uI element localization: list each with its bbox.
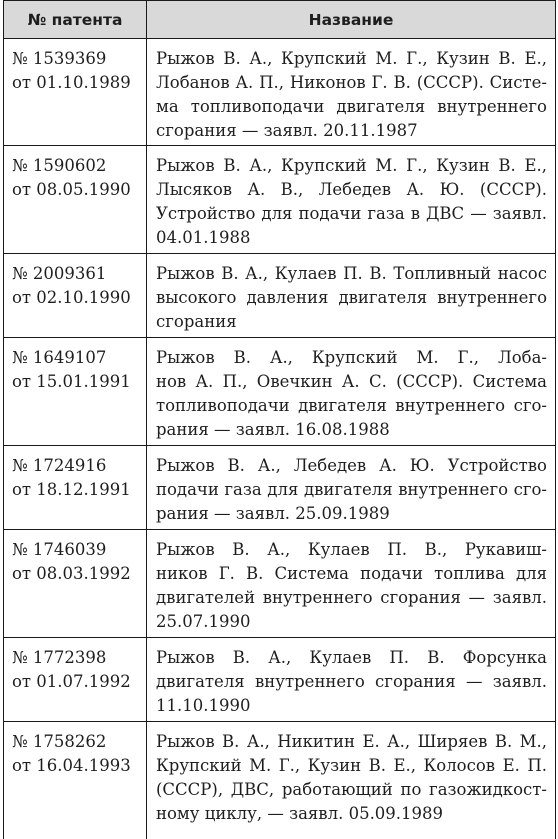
table-row <box>4 530 556 638</box>
patent-title-cell <box>147 254 556 338</box>
patent-title-line: сгорания — заявл. 20.11.1987 <box>156 121 418 140</box>
patent-number: № 1590602 <box>12 156 107 175</box>
patent-title-line: двигателей внутреннего сгорания — заявл. <box>156 588 547 607</box>
patent-date: от 18.12.1991 <box>12 480 131 499</box>
patent-number: № 1649107 <box>12 348 107 367</box>
patent-number: № 1758262 <box>12 732 107 751</box>
patent-title-line: 04.01.1988 <box>156 228 251 247</box>
patent-title-line: Лысяков А. В., Лебедев А. Ю. (СССР). <box>156 180 547 199</box>
patent-title-line: (СССР), ДВС, работающий по газожидкост- <box>156 780 547 799</box>
patents-table <box>3 0 556 839</box>
patent-title-line: рания — заявл. 25.09.1989 <box>156 504 390 523</box>
patent-date: от 08.05.1990 <box>12 180 131 199</box>
patent-title-cell <box>147 338 556 446</box>
patent-title-line: Лобанов А. П., Никонов Г. В. (СССР). Систе- <box>156 73 547 92</box>
table-row <box>4 446 556 530</box>
patent-title-line: ников Г. В. Система подачи топлива для <box>156 564 547 583</box>
patent-title-line: подачи газа для двигателя внутреннего сго- <box>156 480 547 499</box>
patent-date: от 01.10.1989 <box>12 73 131 92</box>
patent-title-line: Рыжов В. А., Крупский М. Г., Лоба- <box>156 348 547 367</box>
patent-title-line: 11.10.1990 <box>156 696 251 715</box>
patent-number: № 1724916 <box>12 456 107 475</box>
patent-number: № 1746039 <box>12 540 107 559</box>
patent-date: от 16.04.1993 <box>12 756 131 775</box>
table-body <box>4 39 556 839</box>
patent-number-cell <box>4 446 147 530</box>
patent-title-line: 25.07.1990 <box>156 612 251 631</box>
patent-number-cell <box>4 530 147 638</box>
patent-title-cell <box>147 39 556 146</box>
table-row <box>4 722 556 839</box>
patent-title-line: Рыжов В. А., Кулаев П. В., Рукавиш- <box>156 540 547 559</box>
patent-date: от 15.01.1991 <box>12 372 131 391</box>
patent-title-line: высокого давления двигателя внутреннего <box>156 288 547 307</box>
patent-date: от 02.10.1990 <box>12 288 131 307</box>
patent-title-cell <box>147 446 556 530</box>
patent-title-line: Рыжов В. А., Крупский М. Г., Кузин В. Е., <box>156 156 547 175</box>
patent-title-line: ма топливоподачи двигателя внутреннего <box>156 97 547 116</box>
patent-title-line: Рыжов В. А., Лебедев А. Ю. Устройство <box>156 456 547 475</box>
patent-title-line: Крупский М. Г., Кузин В. Е., Колосов Е. П. <box>156 756 547 775</box>
table-row <box>4 39 556 146</box>
table-row <box>4 638 556 722</box>
patent-number-cell <box>4 722 147 839</box>
patent-number: № 1772398 <box>12 648 107 667</box>
table-row <box>4 338 556 446</box>
patent-title-line: Устройство для подачи газа в ДВС — заявл. <box>156 204 547 223</box>
header-title: Название <box>147 1 556 39</box>
patent-title-cell <box>147 638 556 722</box>
patent-number-cell <box>4 39 147 146</box>
patent-title-line: Рыжов В. А., Никитин Е. А., Ширяев В. М., <box>156 732 547 751</box>
patent-number-cell <box>4 146 147 254</box>
patent-title-cell <box>147 530 556 638</box>
patent-number: № 2009361 <box>12 264 107 283</box>
patent-title-line: сгорания <box>156 312 237 331</box>
patent-title-line: Рыжов В. А., Кулаев П. В. Топливный насос <box>156 264 547 283</box>
patent-title-cell <box>147 722 556 839</box>
header-patent-number: № патента <box>4 1 147 39</box>
table-header-row <box>4 1 556 39</box>
table-row <box>4 254 556 338</box>
patent-title-line: нов А. П., Овечкин А. С. (СССР). Система <box>156 372 547 391</box>
patent-date: от 01.07.1992 <box>12 672 131 691</box>
patent-number-cell <box>4 254 147 338</box>
patent-title-line: двигателя внутреннего сгорания — заявл. <box>156 672 547 691</box>
patent-title-line: Рыжов В. А., Крупский М. Г., Кузин В. Е., <box>156 49 547 68</box>
patent-title-line: рания — заявл. 16.08.1988 <box>156 420 390 439</box>
patent-number-cell <box>4 638 147 722</box>
patent-date: от 08.03.1992 <box>12 564 131 583</box>
patent-title-line: топливоподачи двигателя внутреннего сго- <box>156 396 547 415</box>
table-row <box>4 146 556 254</box>
patent-title-line: Рыжов В. А., Кулаев П. В. Форсунка <box>156 648 547 667</box>
patent-number-cell <box>4 338 147 446</box>
patent-title-cell <box>147 146 556 254</box>
patent-number: № 1539369 <box>12 49 107 68</box>
patent-title-line: ному циклу, — заявл. 05.09.1989 <box>156 804 444 823</box>
